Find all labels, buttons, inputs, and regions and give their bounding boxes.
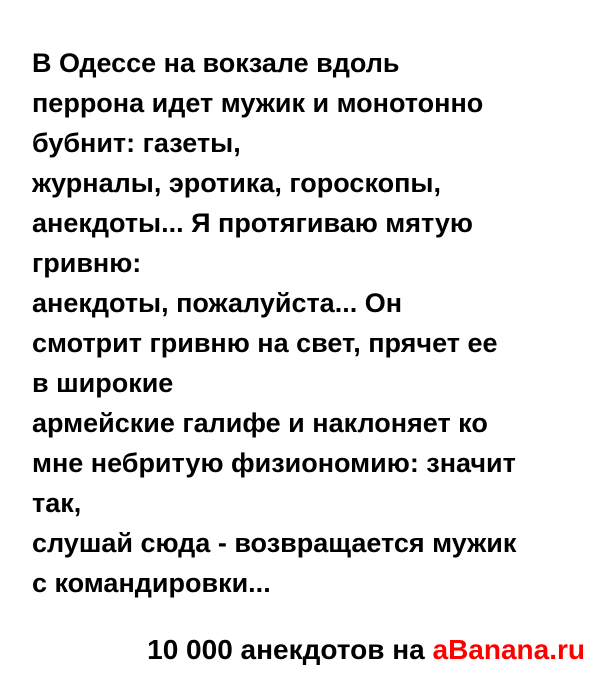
footer-watermark	[0, 636, 585, 664]
joke-line: анекдоты... Я протягиваю мятую	[32, 208, 473, 238]
joke-line: В Одессе на вокзале вдоль	[32, 48, 400, 78]
joke-line: бубнит: газеты,	[32, 128, 241, 158]
joke-line: армейские галифе и наклоняет ко	[32, 408, 488, 438]
brand-site-name: aBanana.ru	[432, 634, 585, 665]
joke-line: смотрит гривню на свет, прячет ее	[32, 328, 498, 358]
joke-line: анекдоты, пожалуйста... Он	[32, 288, 403, 318]
joke-line: перрона идет мужик и монотонно	[32, 88, 484, 118]
joke-text-block	[32, 43, 584, 603]
joke-line: слушай сюда - возвращается мужик	[32, 528, 517, 558]
joke-line: в широкие	[32, 368, 174, 398]
joke-line: журналы, эротика, гороскопы,	[32, 168, 441, 198]
joke-line: гривню:	[32, 248, 142, 278]
footer-count-text: 10 000 анекдотов на	[147, 634, 433, 665]
joke-line: мне небритую физиономию: значит	[32, 448, 516, 478]
joke-line: так,	[32, 488, 82, 518]
joke-line: с командировки...	[32, 568, 271, 598]
